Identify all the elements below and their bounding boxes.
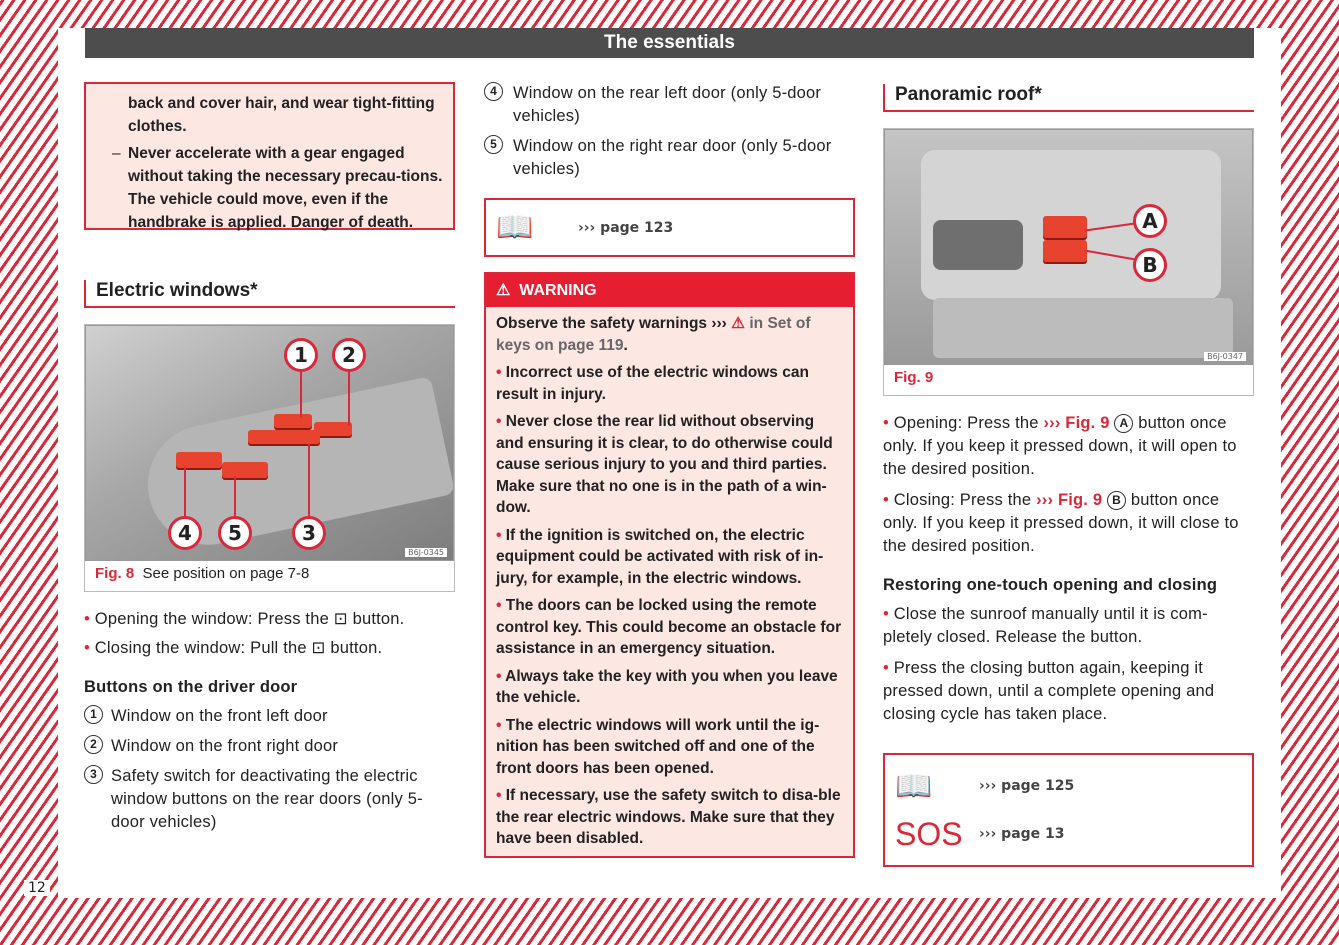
window-button [274, 414, 312, 428]
warning-box [484, 272, 855, 858]
rear-door-items [484, 82, 855, 181]
page-number: 12 [24, 880, 50, 896]
book-search-icon: 📖 [895, 768, 933, 804]
page-reference-link[interactable]: ››› page 13 [979, 826, 1065, 842]
warning-intro: Observe the safety warnings ››› ⚠ in Set of keys on page 119. [496, 315, 811, 354]
subheading-restoring: Restoring one-touch opening and closing [883, 576, 1218, 594]
window-switch-icon: ⊡ [311, 639, 326, 657]
section-title-electric-windows: Electric windows* [84, 280, 455, 308]
reference-box [484, 198, 855, 257]
reference-box [883, 753, 1254, 867]
callout-a: A [1133, 204, 1167, 238]
figure-9 [883, 128, 1254, 396]
page-reference-link[interactable]: ››› page 125 [979, 778, 1075, 794]
warning-triangle-icon: ⚠ [496, 282, 511, 299]
figure-code: B6J-0347 [1204, 352, 1246, 361]
section-title-panoramic-roof: Panoramic roof* [883, 84, 1254, 112]
warning-bullet: • If the ignition is switched on, the electric equipment could be activated with risk of in-jury, for example, in the electric windows. [496, 526, 824, 587]
figure-caption: Fig. 9 [894, 369, 934, 386]
warning-triangle-icon: ⚠ [731, 315, 746, 332]
bullet-opening: • Opening: Press the ››› Fig. 9 A button once only. If you keep it pressed down, it will open to the desired position. [883, 414, 1237, 478]
dash: – [112, 145, 121, 162]
bullet: • Press the closing button again, keeping it pressed down, until a complete opening and closing cycle has taken place. [883, 659, 1215, 723]
warning-bullet: • Never close the rear lid without observing and ensuring it is clear, to do otherwise could cause serious injury to you and third parties. Make sure that no one is in the path of a win-dow. [496, 413, 833, 516]
warning-bullet: • Incorrect use of the electric windows can result in injury. [496, 364, 809, 403]
window-button [222, 462, 268, 478]
figure-caption: Fig. 8 See position on page 7-8 [95, 565, 310, 582]
roof-close-button [1043, 240, 1087, 262]
callout-5: 5 [218, 516, 252, 550]
figure-8 [84, 324, 455, 592]
sos-icon: SOS [895, 815, 963, 852]
figure-link[interactable]: ››› Fig. 9 [1043, 414, 1110, 432]
bullet-closing: • Closing the window: Pull the ⊡ button. [84, 639, 383, 657]
subheading-driver-door: Buttons on the driver door [84, 678, 298, 696]
callout-3: 3 [292, 516, 326, 550]
bullet-closing: • Closing: Press the ››› Fig. 9 B button once only. If you keep it pressed down, it will close to the desired position. [883, 491, 1239, 555]
caution-box [84, 82, 455, 230]
safety-warnings-link[interactable]: in Set of keys on page 119 [496, 315, 811, 354]
caution-line: back and cover hair, and wear tight-fitting clothes. [128, 95, 435, 135]
bullet: • Close the sunroof manually until it is com-pletely closed. Release the button. [883, 605, 1208, 646]
warning-bullet: • The doors can be locked using the remote control key. This could become an obstacle for assistance in an emergency situation. [496, 597, 842, 657]
figure-link[interactable]: ››› Fig. 9 [1036, 491, 1103, 509]
callout-b: B [1133, 248, 1167, 282]
electric-window-image [85, 325, 454, 561]
callout-4: 4 [168, 516, 202, 550]
roof-open-button [1043, 216, 1087, 238]
window-instructions [84, 608, 455, 834]
callout-1: 1 [284, 338, 318, 372]
caution-line: Never accelerate with a gear engaged without taking the necessary precau-tions. The vehicle could move, even if the handbrake is applied. Danger of death. [128, 145, 443, 231]
warning-bullet: • If necessary, use the safety switch to disa-ble the rear electric windows. Make sure that they have been disabled. [496, 787, 841, 847]
callout-2: 2 [332, 338, 366, 372]
list-item: 2 Window on the front right door [84, 735, 455, 758]
warning-bullet: • The electric windows will work until the ig-nition has been switched off and one of the front doors has been opened. [496, 716, 820, 777]
bullet-opening: • Opening the window: Press the ⊡ button. [84, 610, 405, 628]
page-reference-link[interactable]: ››› page 123 [578, 219, 674, 236]
safety-switch [248, 430, 320, 444]
list-item: 4 Window on the rear left door (only 5-door vehicles) [484, 82, 855, 128]
book-search-icon: 📖 [496, 210, 534, 245]
figure-code: B6J-0345 [405, 548, 447, 557]
window-switch-icon: ⊡ [333, 610, 348, 628]
panoramic-roof-image [884, 129, 1253, 365]
list-item: 1 Window on the front left door [84, 705, 455, 728]
roof-instructions [883, 412, 1254, 732]
window-button [176, 452, 222, 468]
warning-bullet: • Always take the key with you when you leave the vehicle. [496, 667, 838, 706]
list-item: 5 Window on the right rear door (only 5-door vehicles) [484, 135, 855, 181]
list-item: 3 Safety switch for deactivating the electric window buttons on the rear doors (only 5-door vehicles) [84, 765, 455, 834]
warning-header: ⚠ WARNING [486, 274, 853, 307]
page-header: The essentials [85, 28, 1254, 58]
